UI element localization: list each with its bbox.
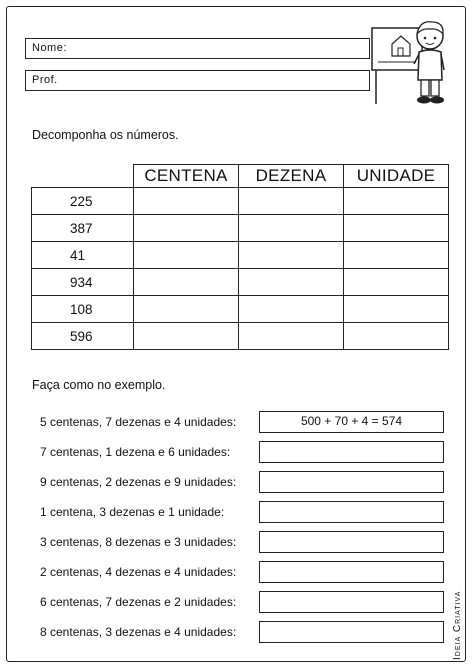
dezena-cell[interactable] — [239, 242, 344, 269]
table-header-row — [32, 165, 449, 188]
exercise-row — [40, 621, 444, 643]
centena-cell[interactable] — [134, 296, 239, 323]
dezena-cell[interactable] — [239, 296, 344, 323]
answer-box[interactable] — [259, 471, 444, 493]
unidade-cell[interactable] — [344, 296, 449, 323]
answer-box[interactable] — [259, 531, 444, 553]
column-header-unidade: UNIDADE — [344, 165, 449, 188]
row-number: 225 — [32, 188, 134, 215]
answer-box[interactable] — [259, 621, 444, 643]
answer-box[interactable] — [259, 501, 444, 523]
table-row — [32, 242, 449, 269]
name-label: Nome: — [32, 42, 67, 54]
dezena-cell[interactable] — [239, 215, 344, 242]
watermark: Ideia Criativa — [452, 590, 463, 660]
centena-cell[interactable] — [134, 215, 239, 242]
answer-box[interactable] — [259, 441, 444, 463]
exercise-label: 7 centenas, 1 dezena e 6 unidades: — [40, 445, 231, 459]
exercise-row — [40, 411, 444, 433]
row-number: 934 — [32, 269, 134, 296]
dezena-cell[interactable] — [239, 188, 344, 215]
exercise-label: 9 centenas, 2 dezenas e 9 unidades: — [40, 475, 237, 489]
exercise-label: 3 centenas, 8 dezenas e 3 unidades: — [40, 535, 237, 549]
exercise-row — [40, 471, 444, 493]
dezena-cell[interactable] — [239, 269, 344, 296]
table-row — [32, 296, 449, 323]
centena-cell[interactable] — [134, 323, 239, 350]
exercise-row — [40, 561, 444, 583]
unidade-cell[interactable] — [344, 323, 449, 350]
unidade-cell[interactable] — [344, 215, 449, 242]
column-header-centena: CENTENA — [134, 165, 239, 188]
decomposition-table — [31, 164, 449, 350]
unidade-cell[interactable] — [344, 188, 449, 215]
row-number: 41 — [32, 242, 134, 269]
table-row — [32, 269, 449, 296]
row-number: 108 — [32, 296, 134, 323]
exercise-label: 8 centenas, 3 dezenas e 4 unidades: — [40, 625, 237, 639]
exercise-row — [40, 441, 444, 463]
answer-box[interactable]: 500 + 70 + 4 = 574 — [259, 411, 444, 433]
table-corner — [32, 165, 134, 188]
teacher-label: Prof. — [32, 74, 58, 86]
centena-cell[interactable] — [134, 188, 239, 215]
centena-cell[interactable] — [134, 242, 239, 269]
unidade-cell[interactable] — [344, 242, 449, 269]
column-header-dezena: DEZENA — [239, 165, 344, 188]
exercise-label: 5 centenas, 7 dezenas e 4 unidades: — [40, 415, 237, 429]
teacher-field[interactable] — [25, 70, 370, 91]
exercise-label: 1 centena, 3 dezenas e 1 unidade: — [40, 505, 225, 519]
boy-at-chalkboard-icon — [370, 14, 450, 108]
answer-box[interactable] — [259, 591, 444, 613]
table-row — [32, 188, 449, 215]
exercise-row — [40, 591, 444, 613]
decompose-instruction: Decomponha os números. — [32, 128, 179, 142]
unidade-cell[interactable] — [344, 269, 449, 296]
exercise-label: 6 centenas, 7 dezenas e 2 unidades: — [40, 595, 237, 609]
centena-cell[interactable] — [134, 269, 239, 296]
row-number: 387 — [32, 215, 134, 242]
exercise-row — [40, 531, 444, 553]
table-row — [32, 215, 449, 242]
row-number: 596 — [32, 323, 134, 350]
exercise-label: 2 centenas, 4 dezenas e 4 unidades: — [40, 565, 237, 579]
table-row — [32, 323, 449, 350]
example-instruction: Faça como no exemplo. — [32, 378, 166, 392]
exercise-row — [40, 501, 444, 523]
answer-box[interactable] — [259, 561, 444, 583]
name-field[interactable] — [25, 38, 370, 59]
dezena-cell[interactable] — [239, 323, 344, 350]
